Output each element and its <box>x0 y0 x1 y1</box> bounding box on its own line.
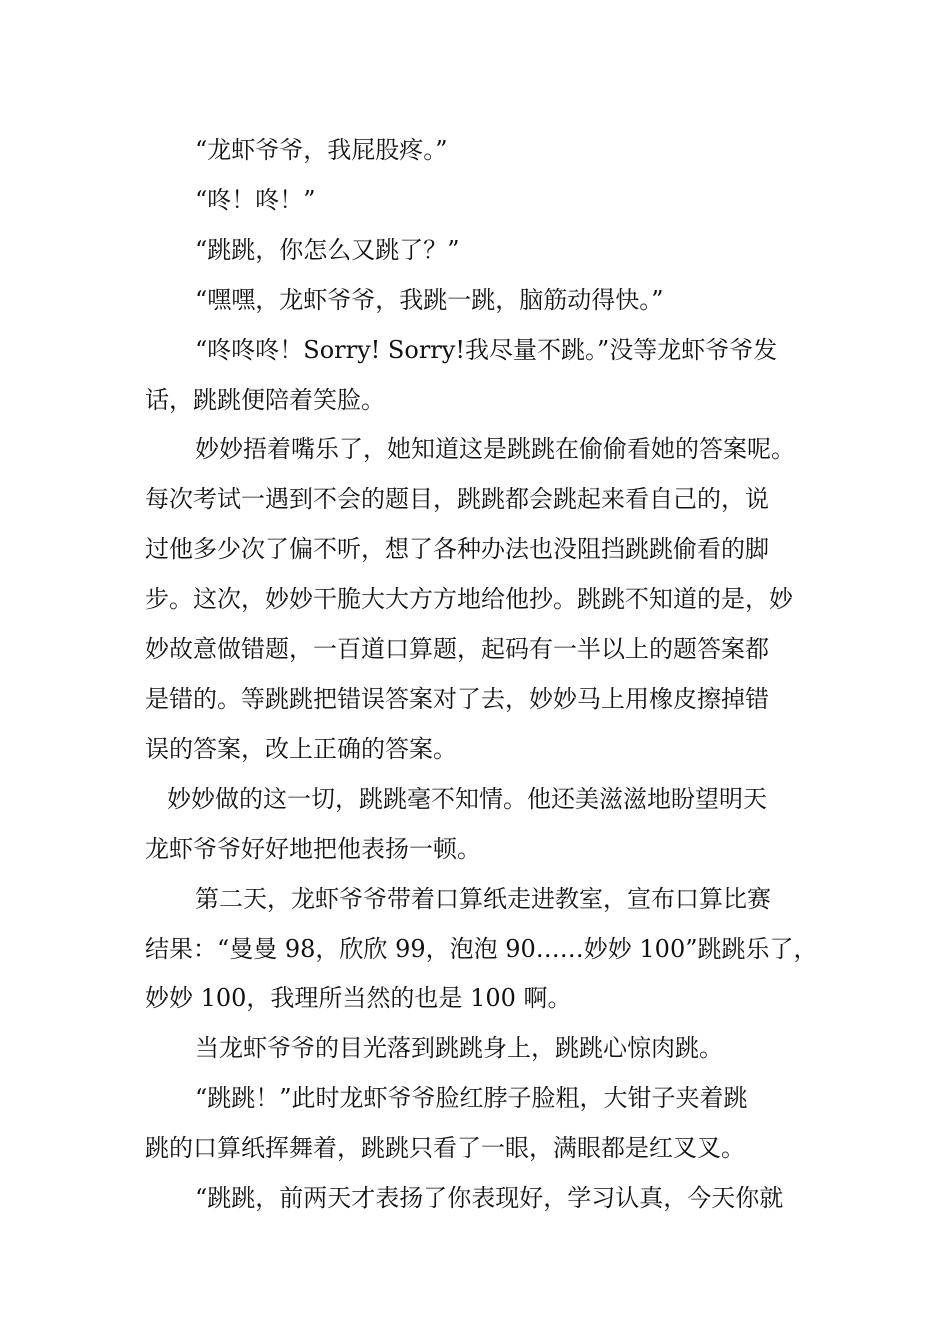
text-line: 龙虾爷爷好好地把他表扬一顿。 <box>145 834 481 863</box>
text-line: “咚！咚！” <box>195 185 316 214</box>
text-line: “跳跳，前两天才表扬了你表现好，学习认真，今天你就 <box>195 1184 784 1213</box>
text-line: “咚咚咚！Sorry! Sorry!我尽量不跳。”没等龙虾爷爷发 <box>195 335 778 364</box>
text-line: 第二天，龙虾爷爷带着口算纸走进教室，宣布口算比赛 <box>195 884 771 913</box>
text-line: “跳跳！”此时龙虾爷爷脸红脖子脸粗，大钳子夹着跳 <box>195 1084 748 1113</box>
text-line: 妙妙 100，我理所当然的也是 100 啊。 <box>145 984 572 1013</box>
text-line: “龙虾爷爷，我屁股疼。” <box>195 136 448 164</box>
text-line: 妙妙捂着嘴乐了，她知道这是跳跳在偷偷看她的答案呢。 <box>195 435 795 464</box>
text-line: 结果：“曼曼 98，欣欣 99，泡泡 90……妙妙 100”跳跳乐了， <box>145 934 818 963</box>
text-line: 话，跳跳便陪着笑脸。 <box>145 385 385 414</box>
text-line: 过他多少次了偏不听，想了各种办法也没阻挡跳跳偷看的脚 <box>145 535 769 564</box>
text-line: 步。这次，妙妙干脆大大方方地给他抄。跳跳不知道的是，妙 <box>145 585 793 614</box>
text-line: “跳跳，你怎么又跳了？” <box>195 235 460 264</box>
text-line: 每次考试一遇到不会的题目，跳跳都会跳起来看自己的，说 <box>145 485 769 514</box>
text-line: 跳的口算纸挥舞着，跳跳只看了一眼，满眼都是红叉叉。 <box>145 1134 745 1163</box>
text-line: 妙故意做错题，一百道口算题，起码有一半以上的题答案都 <box>145 635 769 664</box>
text-line: 妙妙做的这一切，跳跳毫不知情。他还美滋滋地盼望明天 <box>167 784 767 813</box>
story-text <box>145 126 817 1224</box>
text-line: 是错的。等跳跳把错误答案对了去，妙妙马上用橡皮擦掉错 <box>145 684 769 713</box>
text-line: “嘿嘿，龙虾爷爷，我跳一跳，脑筋动得快。” <box>195 285 664 314</box>
text-line: 误的答案，改上正确的答案。 <box>145 734 457 763</box>
text-line: 当龙虾爷爷的目光落到跳跳身上，跳跳心惊肉跳。 <box>195 1034 723 1063</box>
